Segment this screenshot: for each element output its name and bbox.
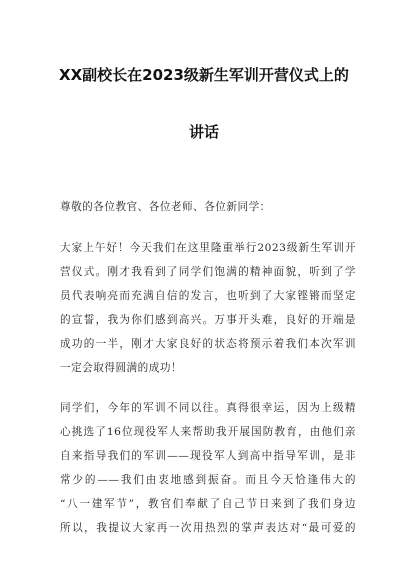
paragraph-1-line-5: 成功的一半，刚才大家良好的状态将预示着我们本次军训	[60, 338, 356, 350]
paragraph-2-line-2: 心挑选了16位现役军人来帮助我开展国防教育，由他们亲	[60, 426, 356, 438]
paragraph-1-line-3: 员代表响亮而充满自信的发言，也听到了大家铿锵而坚定	[60, 290, 356, 302]
document-title-line-2: 讲话	[188, 123, 219, 141]
paragraph-2-line-3: 自来指导我们的军训——现役军人到高中指导军训，是非	[60, 450, 356, 462]
paragraph-2-line-6: 所以，我提议大家再一次用热烈的掌声表达对“最可爱的	[60, 522, 356, 534]
paragraph-1-line-4: 的宣誓，我为你们感到高兴。万事开头难，良好的开端是	[60, 314, 356, 326]
paragraph-1-line-1: 大家上午好！今天我们在这里隆重举行2023级新生军训开	[60, 242, 356, 254]
salutation: 尊敬的各位教官、各位老师、各位新同学：	[60, 201, 271, 213]
paragraph-1-line-2: 营仪式。刚才我看到了同学们饱满的精神面貌，听到了学	[60, 266, 356, 278]
paragraph-2-line-5: “八一建军节”，教官们奉献了自己节日来到了我们身边	[60, 498, 356, 510]
paragraph-2-line-1: 同学们，今年的军训不同以往。真得很幸运，因为上级精	[60, 402, 356, 414]
paragraph-1-line-6: 一定会取得圆满的成功！	[60, 362, 183, 374]
paragraph-2-line-4: 常少的——我们由衷地感到振奋。而且今天恰逢伟大的	[60, 474, 356, 486]
document-title-line-1: XX副校长在2023级新生军训开营仪式上的	[59, 66, 349, 84]
